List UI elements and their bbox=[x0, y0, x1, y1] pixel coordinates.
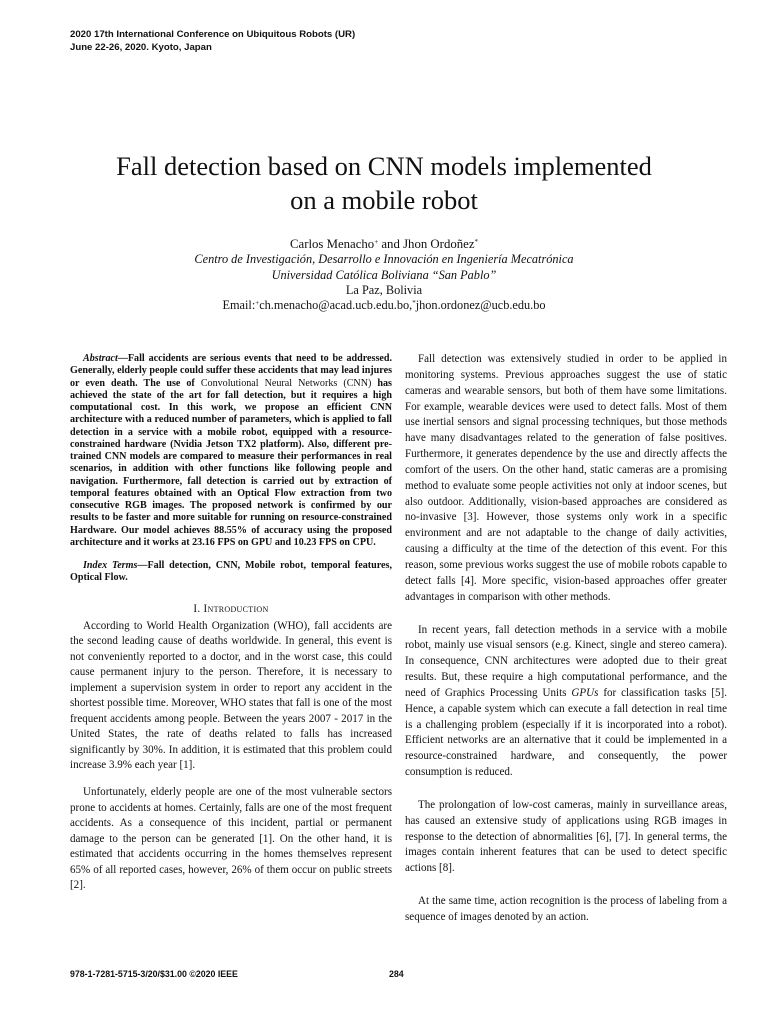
email-prefix: Email: bbox=[222, 298, 256, 313]
right-paragraph-1: Fall detection was extensively studied in order to be applied in monitoring systems. Previous approaches suggest the use of static cameras and wearable sensors, but both of them have some limitations. For example, wearable devices were used to detect falls. Most of them use inertial sensors and signal processing techniques, but those methods have many disadvantages related to the generation of false positives. Furthermore, it generates dependence by the use and directly affects the comfort of the users. On the other hand, static cameras are a promising method to evaluate some people activities not only at indoor scenes, but also outdoor. Additionally, vision-based approaches are considered as no-invasive [3]. However, those systems only work in a specific environment and are not adaptable to the change of daily activities, causing a difficulty at the time of the detection of this event. For this reason, some previous works suggest the use of mobile robots capable to detect falls [4]. More specific, vision-based approaches offer greater advantages in comparison with other methods. bbox=[405, 353, 727, 603]
title-line-1: Fall detection based on CNN models implemented bbox=[116, 151, 652, 181]
right-paragraph-2-b: for classification tasks [5]. Hence, a capable system which can execute a fall detection in real time is a challenging problem (especially if it is incorporated into a robot). Efficient networks are an alternative that it could be implemented in a resource-constrained hardware, and consequently, the power consumption is reduced. bbox=[405, 686, 727, 779]
paper-title bbox=[0, 149, 768, 217]
footer-isbn: 978-1-7281-5715-3/20/$31.00 ©2020 IEEE bbox=[70, 969, 238, 979]
abstract-label: Abstract bbox=[83, 353, 118, 364]
email-mark-1: + bbox=[255, 299, 260, 308]
author-names bbox=[0, 237, 768, 252]
author-mark-1: + bbox=[374, 238, 379, 246]
author-location: La Paz, Bolivia bbox=[345, 282, 423, 297]
abstract-text-a: Fall accidents are serious events that need to be addressed. Generally, elderly people could suffer these accidents that may lead injures or even death. The use of bbox=[70, 353, 392, 389]
right-column bbox=[405, 352, 727, 926]
author-block bbox=[0, 237, 768, 313]
left-column bbox=[70, 353, 392, 894]
right-paragraph-2 bbox=[405, 623, 727, 781]
email-1: ch.menacho@acad.ucb.edu.bo, bbox=[259, 298, 413, 313]
author-name-1: Carlos Menacho bbox=[289, 237, 375, 251]
conference-date: June 22-26, 2020. Kyoto, Japan bbox=[70, 41, 212, 53]
abstract-dash: — bbox=[117, 353, 128, 364]
conference-name: 2020 17th International Conference on Ubiquitous Robots (UR) bbox=[70, 29, 356, 40]
right-paragraph-4: At the same time, action recognition is the process of labeling from a sequence of images denoted by an action. bbox=[405, 895, 727, 923]
index-terms-label: Index Terms bbox=[83, 560, 138, 571]
abstract-text-b: has achieved the state of the art for fall detection, but it requires a high computational cost. In this work, we propose an efficient CNN architecture with a reduced number of parameters, which is applied to fall detection in a service with a mobile robot, equipped with a resource-constrained hardware (Nvidia Jetson TX2 platform). Also, different pre-trained CNN models are compared to measure their performances in real scenarios, in addition with other functions like following people and navigation. Furthermore, fall detection is carried out by extraction of temporal features obtained with an Optical Flow extraction from two consecutive RGB images. The proposed network is confirmed by our results to be faster and more suitable for running on resource-constrained Hardware. Our model achieves 88.55% of accuracy using the proposed architecture and it works at 23.16 FPS on GPU and 10.23 FPS on CPU. bbox=[70, 377, 392, 548]
author-name-2: Jhon Ordoñez bbox=[403, 237, 475, 251]
index-terms bbox=[70, 560, 392, 585]
page-number: 284 bbox=[389, 969, 404, 979]
right-paragraph-3: The prolongation of low-cost cameras, mainly in surveillance areas, has caused an extensive study of applications using RGB images in response to the detection of abnormalities [6], [7]. In general terms, the images contain inherent features that can be used to detect specific actions [8]. bbox=[405, 798, 727, 875]
index-terms-text: Fall detection, CNN, Mobile robot, temporal features, Optical Flow. bbox=[70, 560, 392, 584]
intro-paragraph-2: Unfortunately, elderly people are one of the most vulnerable sectors prone to accidents at homes. Certainly, falls are one of the most frequent accidents. As a consequence of this incident, partial or permanent damage to the person can be generated [1]. On the other hand, it is estimated that accidents occurring in the homes themselves represent 65% of all reported cases, however, 26% of them occur on public streets [2]. bbox=[70, 786, 392, 892]
email-mark-2: * bbox=[412, 299, 416, 308]
section-heading-introduction bbox=[70, 602, 392, 617]
author-conjunction: and bbox=[378, 237, 404, 251]
title-line-2: on a mobile robot bbox=[290, 185, 478, 215]
affiliation-center: Centro de Investigación, Desarrollo e Innovación en Ingeniería Mecatrónica bbox=[194, 252, 574, 267]
section-number: I. bbox=[193, 602, 204, 615]
index-terms-dash: — bbox=[137, 560, 148, 571]
author-mark-2: * bbox=[474, 238, 478, 246]
gpu-term: GPUs bbox=[571, 686, 599, 699]
right-paragraph-2-a: In recent years, fall detection methods in a service with a mobile robot, mainly use visual sensors (e.g. Kinect, single and stereo camera). In consequence, CNN architectures were adopted due to their great results. But, these require a high computational performance, and the need of Graphics Processing Units bbox=[405, 623, 727, 699]
email-2: jhon.ordonez@ucb.edu.bo bbox=[415, 298, 546, 313]
intro-paragraph-1: According to World Health Organization (WHO), fall accidents are the second leading cause of deaths worldwide. In general, this event is not conveniently reported to a doctor, and in the worst case, this could cause permanent injury to the person. Therefore, it is necessary to implement a supervision system in order to report any accident in the shortest possible time. Moreover, WHO states that fall is one of the most frequent accidents among people. Between the years 2007 - 2017 in the United States, the rate of deaths related to falls has increased significantly by 30%. In addition, it is estimated that this problem could increase 3.9% each year [1]. bbox=[70, 619, 392, 772]
section-title: Introduction bbox=[203, 602, 269, 615]
affiliation-university: Universidad Católica Boliviana “San Pablo” bbox=[271, 267, 497, 282]
author-emails bbox=[0, 298, 768, 313]
conference-header bbox=[70, 29, 355, 54]
abstract bbox=[70, 353, 392, 549]
abstract-cnn-phrase: Convolutional Neural Networks (CNN) bbox=[200, 377, 372, 389]
